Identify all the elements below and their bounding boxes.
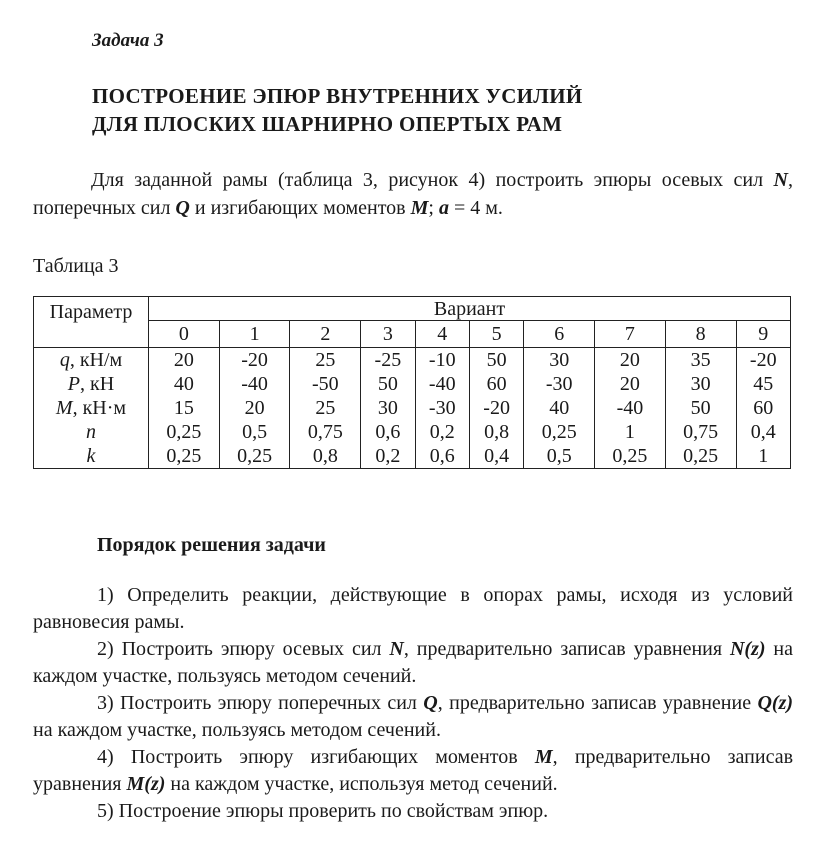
table-cell: 40 <box>149 372 220 396</box>
solution-step <box>33 798 793 825</box>
variant-number: 5 <box>469 321 523 348</box>
variant-number: 4 <box>415 321 469 348</box>
table-cell: 35 <box>665 348 736 373</box>
intro-text-1: Для заданной рамы (таблица 3, рисунок 4) построить эпюры осевых сил <box>91 169 774 191</box>
title-line-2: ДЛЯ ПЛОСКИХ ШАРНИРНО ОПЕРТЫХ РАМ <box>92 112 563 136</box>
title-line-1: ПОСТРОЕНИЕ ЭПЮР ВНУТРЕННИХ УСИЛИЙ <box>92 84 583 108</box>
table-cell: 0,6 <box>415 444 469 469</box>
param-symbol: M <box>55 397 73 419</box>
table-cell: 0,5 <box>524 444 595 469</box>
step-number: 5) <box>97 800 114 822</box>
table-cell: 20 <box>149 348 220 373</box>
table-cell: 0,25 <box>149 444 220 469</box>
variant-header: Вариант <box>149 297 791 321</box>
param-label <box>34 348 149 373</box>
intro-symbol-a: a <box>438 197 449 219</box>
variant-number: 8 <box>665 321 736 348</box>
table-cell: 60 <box>469 372 523 396</box>
step-text: , предварительно записав уравнение <box>437 692 758 714</box>
step-symbol: Q(z) <box>757 692 794 714</box>
param-unit: , кН <box>80 373 115 395</box>
table-cell: 25 <box>290 396 361 420</box>
step-symbol: N(z) <box>729 638 766 660</box>
step-text: на каждом участке, пользуясь методом сечений. <box>33 638 793 687</box>
param-header: Параметр <box>34 297 149 348</box>
intro-symbol-m: M <box>410 197 429 219</box>
table-cell: 0,75 <box>290 420 361 444</box>
table-cell: 0,4 <box>469 444 523 469</box>
table-cell: -50 <box>290 372 361 396</box>
table-cell: 0,5 <box>219 420 290 444</box>
param-label <box>34 396 149 420</box>
param-label <box>34 372 149 396</box>
step-text: Построение эпюры проверить по свойствам эпюр. <box>118 800 549 822</box>
table-cell: 50 <box>469 348 523 373</box>
step-text: , предварительно записав уравнения <box>403 638 730 660</box>
step-text: на каждом участке, пользуясь методом сечений. <box>33 719 441 741</box>
table-row <box>34 420 791 444</box>
table-cell: 50 <box>665 396 736 420</box>
table-cell: 1 <box>595 420 666 444</box>
variant-number: 7 <box>595 321 666 348</box>
table-cell: -40 <box>219 372 290 396</box>
step-symbol: M(z) <box>126 773 166 795</box>
intro-paragraph <box>33 166 793 222</box>
param-symbol: q <box>59 349 70 371</box>
table-cell: 45 <box>736 372 790 396</box>
step-symbol: N <box>389 638 404 660</box>
table-cell: -10 <box>415 348 469 373</box>
task-label: Задача 3 <box>92 30 164 51</box>
table-cell: 0,25 <box>524 420 595 444</box>
step-text: на каждом участке, используя метод сечений. <box>165 773 558 795</box>
step-number: 3) <box>97 692 114 714</box>
table-cell: -30 <box>524 372 595 396</box>
solution-step <box>33 690 793 744</box>
table-cell: 0,25 <box>595 444 666 469</box>
table-cell: 20 <box>595 348 666 373</box>
table-cell: 30 <box>665 372 736 396</box>
table-row <box>34 396 791 420</box>
table-row <box>34 348 791 373</box>
param-symbol: k <box>86 445 96 467</box>
table-cell: -20 <box>219 348 290 373</box>
solution-step <box>33 636 793 690</box>
table-cell: 40 <box>524 396 595 420</box>
table-row <box>34 372 791 396</box>
solution-order-title: Порядок решения задачи <box>97 534 326 556</box>
step-symbol: Q <box>423 692 438 714</box>
param-unit: , кН·м <box>72 397 127 419</box>
solution-step <box>33 582 793 636</box>
page-title <box>92 82 583 138</box>
table-cell: -30 <box>415 396 469 420</box>
table-cell: 15 <box>149 396 220 420</box>
step-text: Определить реакции, действующие в опорах рамы, исходя из условий равновесия рамы. <box>33 584 793 633</box>
intro-symbol-q: Q <box>175 197 190 219</box>
intro-text-2: , поперечных сил <box>33 169 793 219</box>
solution-steps <box>33 582 793 825</box>
variant-number: 0 <box>149 321 220 348</box>
table-caption: Таблица 3 <box>33 255 119 277</box>
table-cell: 0,75 <box>665 420 736 444</box>
variant-number: 1 <box>219 321 290 348</box>
step-text: Построить эпюру поперечных сил <box>120 692 424 714</box>
step-number: 2) <box>97 638 114 660</box>
solution-step <box>33 744 793 798</box>
variant-number: 9 <box>736 321 790 348</box>
table-cell: 50 <box>361 372 415 396</box>
table-cell: 0,8 <box>469 420 523 444</box>
step-symbol: M <box>534 746 553 768</box>
table-cell: 0,4 <box>736 420 790 444</box>
table-cell: 0,25 <box>665 444 736 469</box>
table-cell: 20 <box>595 372 666 396</box>
intro-text-5: = 4 м. <box>448 197 503 219</box>
table-cell: -40 <box>415 372 469 396</box>
table-cell: 0,2 <box>361 444 415 469</box>
intro-text-4: ; <box>428 197 439 219</box>
intro-symbol-n: N <box>773 169 788 191</box>
table-cell: 25 <box>290 348 361 373</box>
step-number: 1) <box>97 584 114 606</box>
variant-number: 3 <box>361 321 415 348</box>
param-unit: , кН/м <box>69 349 123 371</box>
table-cell: 0,8 <box>290 444 361 469</box>
table-cell: 0,6 <box>361 420 415 444</box>
table-cell: -25 <box>361 348 415 373</box>
table-cell: 20 <box>219 396 290 420</box>
table-cell: 0,2 <box>415 420 469 444</box>
table-cell: -40 <box>595 396 666 420</box>
param-symbol: n <box>86 421 96 443</box>
table-cell: 60 <box>736 396 790 420</box>
table-cell: 0,25 <box>219 444 290 469</box>
step-text: Построить эпюру изгибающих моментов <box>130 746 535 768</box>
step-text: , предварительно записав уравнения <box>33 746 794 795</box>
variant-number: 2 <box>290 321 361 348</box>
param-symbol: P <box>67 373 81 395</box>
table-cell: 1 <box>736 444 790 469</box>
intro-text-3: и изгибающих моментов <box>189 197 411 219</box>
table-cell: 0,25 <box>149 420 220 444</box>
param-label <box>34 444 149 469</box>
table-cell: 30 <box>361 396 415 420</box>
variants-table <box>33 296 791 469</box>
step-number: 4) <box>97 746 114 768</box>
table-cell: 30 <box>524 348 595 373</box>
variant-number: 6 <box>524 321 595 348</box>
step-text: Построить эпюру осевых сил <box>121 638 390 660</box>
table-row <box>34 444 791 469</box>
table-cell: -20 <box>469 396 523 420</box>
param-label <box>34 420 149 444</box>
table-cell: -20 <box>736 348 790 373</box>
